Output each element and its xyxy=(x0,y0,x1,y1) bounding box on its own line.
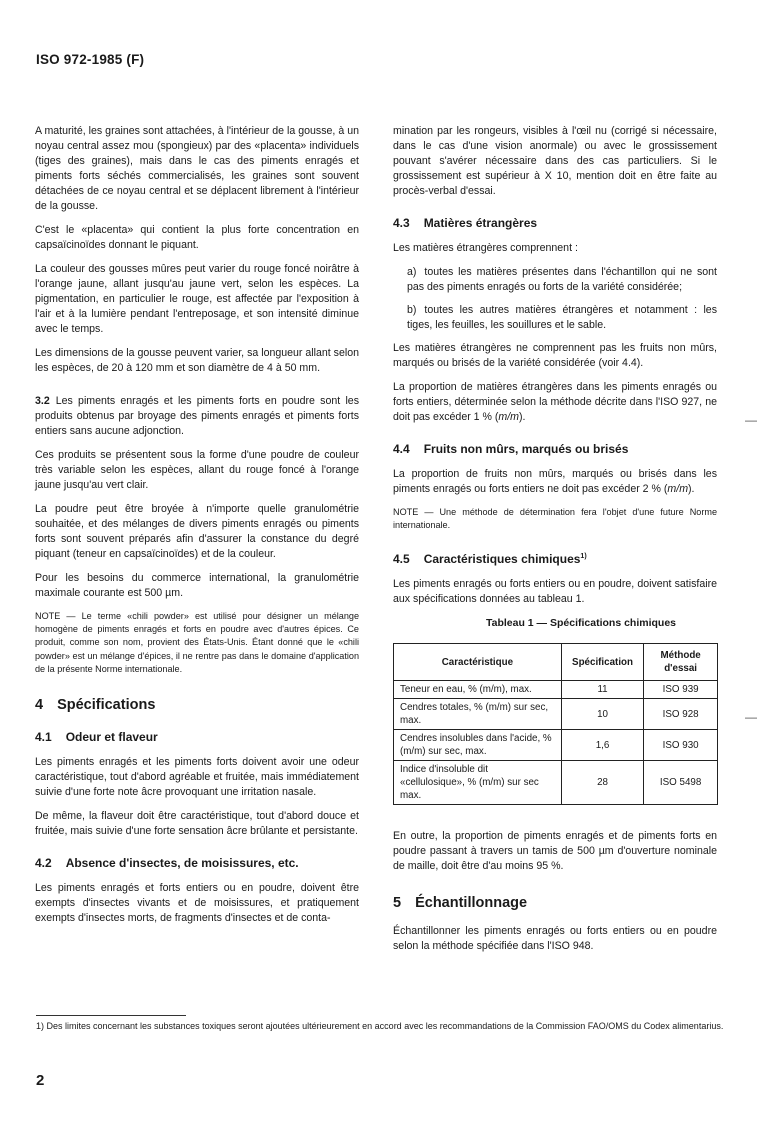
clause-number: 3.2 xyxy=(35,395,50,407)
section-title: Caractéristiques chimiques xyxy=(423,552,581,567)
paragraph: Les piments enragés ou forts entiers ou en poudre, doivent satisfaire aux spécifications données au tableau 1. xyxy=(393,578,717,606)
section-heading-4-1 xyxy=(35,730,359,745)
table-caption: Tableau 1 — Spécifications chimiques xyxy=(485,617,677,630)
paragraph: Les dimensions de la gousse peuvent varier, sa longueur allant selon les espèces, de 20 à 120 mm et son diamètre de 4 à 50 mm. xyxy=(35,347,359,374)
table-row xyxy=(394,761,718,805)
table-cell: ISO 930 xyxy=(644,730,718,761)
paragraph: La couleur des gousses mûres peut varier du rouge foncé noirâtre à l'orange jaune, allant jusqu'au jaune vert, selon les espèces. La pigmentation, en particulier le rouge, est affectée par l'exposition à l'air et à la lumière pendant l'entreposage, et son intensité diminue avec le temps. xyxy=(35,263,359,335)
table-row xyxy=(394,699,718,730)
section-heading-4 xyxy=(35,698,359,713)
footnote-rule xyxy=(36,1015,186,1016)
paragraph: A maturité, les graines sont attachées, à l'intérieur de la gousse, à un noyau central assez mou (spongieux) par des «placenta» individuels (tiges des graines), mais dans le cas des piments enragés et piments forts séchés commercialisés, les graines sont souvent détachées de ce noyau central et se déplacent librement à l'intérieur de la gousse. xyxy=(35,125,359,212)
note: NOTE — Une méthode de détermination fera l'objet d'une future Norme internationale. xyxy=(393,507,717,531)
table-cell: 10 xyxy=(561,699,643,730)
text-run: La proportion de matières étrangères dans les piments enragés ou forts entiers, déterminée selon la méthode décrite dans l'ISO 927, ne doit pas excéder 1 % ( xyxy=(393,381,717,423)
section-number: 4 xyxy=(35,697,44,714)
paragraph: De même, la flaveur doit être caractéristique, tout d'abord douce et fruitée, mais suivie d'une forte sensation âcre brûlante et persistante. xyxy=(35,810,359,838)
left-column xyxy=(35,124,359,935)
right-column xyxy=(393,124,717,963)
section-heading-4-5 xyxy=(393,549,717,567)
margin-mark: — xyxy=(745,413,757,427)
document-header: ISO 972-1985 (F) xyxy=(36,52,145,67)
table-row xyxy=(394,681,718,699)
table-cell: ISO 5498 xyxy=(644,761,718,805)
table-row xyxy=(394,730,718,761)
paragraph xyxy=(393,467,717,497)
section-title: Échantillonnage xyxy=(415,895,528,912)
table-cell: Indice d'insoluble dit «cellulosique», % (m/m) sur sec max. xyxy=(394,761,562,805)
table-cell: 28 xyxy=(561,761,643,805)
paragraph: mination par les rongeurs, visibles à l'œil nu (corrigé si nécessaire, dans le cas d'une vision anormale) ou avec le grossissement pouvant s'avérer nécessaire dans des cas particuliers. Si le grossissement est supérieur à X 10, mention doit en être faite au procès-verbal d'essai. xyxy=(393,125,717,197)
section-title: Absence d'insectes, de moisissures, etc. xyxy=(65,856,299,871)
section-heading-4-3 xyxy=(393,216,717,231)
table-cell: Cendres insolubles dans l'acide, % (m/m) sur sec, max. xyxy=(394,730,562,761)
section-title: Fruits non mûrs, marqués ou brisés xyxy=(423,442,629,456)
table-header-row xyxy=(394,644,718,681)
margin-mark: — xyxy=(745,710,757,724)
page-number: 2 xyxy=(36,1072,45,1089)
text-run: ). xyxy=(519,411,526,423)
section-number: 5 xyxy=(393,895,402,912)
mass-ratio: m/m xyxy=(667,483,689,495)
text-run: ). xyxy=(688,483,695,495)
mass-ratio: m/m xyxy=(498,411,519,423)
table-header: Spécification xyxy=(561,644,643,681)
paragraph: La poudre peut être broyée à n'importe quelle granulométrie souhaitée, et des mélanges de divers piments enragés ou piments forts sont souvent préparés afin d'assurer la constance du degré piquant (teneur en capsaïcinoïdes) et de la couleur. xyxy=(35,503,359,560)
section-heading-5 xyxy=(393,896,717,911)
section-number: 4.3 xyxy=(393,216,410,230)
spec-table xyxy=(393,643,718,805)
section-number: 4.1 xyxy=(35,730,52,745)
section-heading-4-4 xyxy=(393,442,717,457)
paragraph: Les matières étrangères ne comprennent pas les fruits non mûrs, marqués ou brisés de la variété considérée (voir 4.4). xyxy=(393,342,717,369)
paragraph: Les matières étrangères comprennent : xyxy=(393,242,578,254)
note: NOTE — Le terme «chili powder» est utilisé pour désigner un mélange homogène de piments enragés et forts en poudre avec d'autres épices. Ce produit, comme son nom, provient des États-Unis. Étant donné que le «chili powder» est un mélange d'épices, il ne rentre pas dans le domaine d'application de la présente Norme internationale. xyxy=(35,611,359,674)
section-number: 4.5 xyxy=(393,552,410,567)
clause-text: Les piments enragés et les piments forts en poudre sont les produits obtenus par broyage des piments enragés et piments forts entiers sans aucune adjonction. xyxy=(35,395,359,437)
table-cell: Cendres totales, % (m/m) sur sec, max. xyxy=(394,699,562,730)
paragraph: Les piments enragés et forts entiers ou en poudre, doivent être exempts d'insectes vivants et de moisissures, et pratiquement exempts d'insectes morts, de fragments d'insectes et de conta- xyxy=(35,882,359,925)
paragraph: En outre, la proportion de piments enragés et de piments forts en poudre passant à travers un tamis de 500 µm d'ouverture nominale de maille, doit être d'au moins 95 %. xyxy=(393,830,717,873)
paragraph: C'est le «placenta» qui contient la plus forte concentration en capsaïcinoïdes donnant le piquant. xyxy=(35,224,359,251)
section-number: 4.2 xyxy=(35,856,52,871)
footnote: 1) Des limites concernant les substances toxiques seront ajoutées ultérieurement en accord avec les recommandations de la Commission FAO/OMS du Codex alimentarius. xyxy=(36,1021,724,1031)
section-title: Matières étrangères xyxy=(423,216,538,230)
table-cell: 1,6 xyxy=(561,730,643,761)
list-text: toutes les matières présentes dans l'échantillon qui ne sont pas des piments enragés ou forts de la variété considérée; xyxy=(407,266,717,293)
paragraph: Pour les besoins du commerce international, la granulométrie maximale courante est 500 µm. xyxy=(35,572,359,599)
list-item-b xyxy=(393,303,717,333)
list-text: toutes les autres matières étrangères et notamment : les tiges, les feuilles, les souillures et le sable. xyxy=(407,304,717,331)
text-run: La proportion de fruits non mûrs, marqués ou brisés dans les piments enragés ou forts entiers ne doit pas excéder 2 % ( xyxy=(393,468,717,495)
list-item-a xyxy=(393,265,717,295)
section-number: 4.4 xyxy=(393,442,410,456)
paragraph: Ces produits se présentent sous la forme d'une poudre de couleur très variable selon les espèces, allant du rouge foncé à l'orange jaune jusqu'au vert clair. xyxy=(35,449,359,491)
list-label: a) xyxy=(407,266,417,278)
section-heading-4-2 xyxy=(35,856,359,871)
paragraph xyxy=(393,380,717,425)
table-header: Méthode d'essai xyxy=(644,644,718,681)
table-header: Caractéristique xyxy=(394,644,562,681)
table-cell: 11 xyxy=(561,681,643,699)
table-cell: Teneur en eau, % (m/m), max. xyxy=(394,681,562,699)
table-cell: ISO 939 xyxy=(644,681,718,699)
footnote-ref: 1) xyxy=(580,553,587,561)
section-title: Spécifications xyxy=(57,697,156,714)
clause-3-2 xyxy=(35,394,359,439)
section-title: Odeur et flaveur xyxy=(65,730,158,745)
table-cell: ISO 928 xyxy=(644,699,718,730)
paragraph: Les piments enragés et les piments forts doivent avoir une odeur caractéristique, tout d'abord agréable et fruitée, mais immédiatement suivie d'une forte note âcre provoquant une irritation nasale. xyxy=(35,756,359,799)
list-label: b) xyxy=(407,304,417,316)
paragraph: Échantillonner les piments enragés ou forts entiers ou en poudre selon la méthode spécifiée dans l'ISO 948. xyxy=(393,925,717,953)
